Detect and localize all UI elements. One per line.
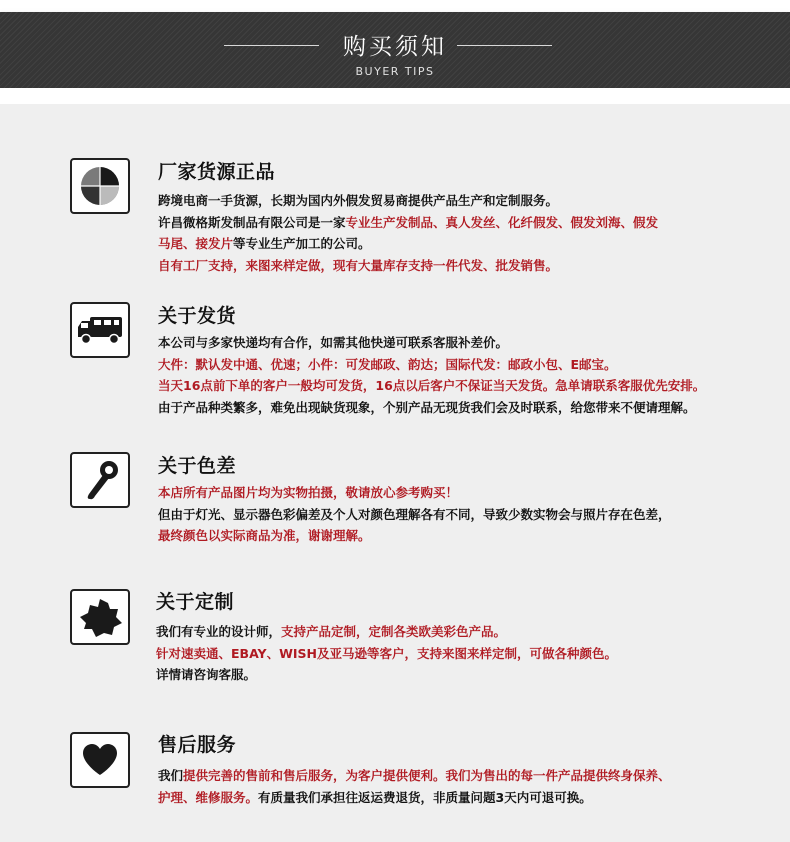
body-line	[158, 332, 705, 354]
body-line	[156, 621, 617, 643]
body-text: 跨境电商一手货源，长期为国内外假发贸易商提供产品生产和定制服务。	[158, 193, 559, 208]
top-strip	[0, 0, 790, 12]
body-line	[158, 765, 671, 787]
highlight-text: 本店所有产品图片均为实物拍摄，敬请放心参考购买！	[158, 485, 459, 500]
body-text: 有质量我们承担往返运费退货，非质量问题3天内可退可换。	[258, 789, 592, 805]
section-body	[158, 765, 671, 808]
body-line	[158, 482, 671, 504]
body-line	[158, 255, 658, 277]
body-line	[158, 525, 671, 547]
body-line	[156, 643, 617, 665]
map-region-icon	[70, 589, 130, 645]
body-text: 本公司与多家快递均有合作，如需其他快递可联系客服补差价。	[158, 335, 509, 350]
body-line	[158, 354, 705, 376]
highlight-text: 马尾、接发片	[158, 236, 234, 251]
body-line	[158, 233, 658, 255]
highlight-text: 当天16点前下单的客户一般均可发货，16点以后客户不保证当天发货。急单请联系客服优先安排。	[158, 378, 706, 393]
body-text: 等专业生产加工的公司。	[233, 236, 371, 251]
body-line	[158, 375, 705, 397]
banner-title: 购买须知	[343, 34, 447, 60]
highlight-text: 针对速卖通、EBAY、WISH及亚马逊等客户，支持来图来样定制，可做各种颜色。	[156, 645, 617, 661]
banner-subtitle: BUYER TIPS	[355, 65, 435, 78]
highlight-text: 提供完善的售前和售后服务，为客户提供便利。我们为售出的每一件产品提供终身保养、	[183, 768, 671, 783]
highlight-text: 大件：默认发中通、优速；小件：可发邮政、韵达；国际代发：邮政小包、E邮宝。	[158, 356, 617, 372]
section-body	[158, 482, 671, 547]
highlight-text: 护理、维修服务。	[158, 789, 259, 805]
body-line	[158, 787, 671, 809]
section-title: 售后服务	[158, 734, 237, 756]
highlight-text: 自有工厂支持，来图来样定做，现有大量库存支持一件代发、批发销售。	[158, 257, 559, 273]
highlight-text: 最终颜色以实际商品为准，谢谢理解。	[158, 528, 371, 543]
body-line	[156, 664, 617, 686]
body-line	[158, 190, 658, 212]
banner-gap	[0, 88, 790, 104]
body-text: 详情请咨询客服。	[156, 667, 257, 682]
section-body	[156, 621, 617, 686]
section-title: 关于发货	[158, 305, 237, 327]
body-text: 许昌微格斯发制品有限公司是一家	[158, 214, 346, 230]
delivery-truck-icon	[70, 302, 130, 358]
body-text: 由于产品种类繁多，难免出现缺货现象，个别产品无现货我们会及时联系，给您带来不便请理解。	[158, 399, 696, 415]
section-title: 厂家货源正品	[158, 161, 276, 183]
highlight-text: 支持产品定制，定制各类欧美彩色产品。	[281, 624, 507, 639]
body-line	[158, 504, 671, 526]
section-body	[158, 190, 658, 276]
body-text: 但由于灯光、显示器色彩偏差及个人对颜色理解各有不同，导致少数实物会与照片存在色差，	[158, 506, 671, 522]
highlight-text: 专业生产发制品、真人发丝、化纤假发、假发刘海、假发	[345, 214, 659, 230]
body-text: 我们	[158, 768, 184, 783]
pie-chart-icon	[70, 158, 130, 214]
color-picker-icon	[70, 452, 130, 508]
body-line	[158, 397, 705, 419]
section-body	[158, 332, 705, 418]
section-title: 关于色差	[158, 455, 237, 477]
body-line	[158, 212, 658, 234]
section-title: 关于定制	[156, 591, 235, 613]
buyer-tips-banner	[0, 12, 790, 88]
body-text: 我们有专业的设计师，	[156, 624, 282, 639]
banner-divider-right	[457, 45, 552, 46]
heart-icon	[70, 732, 130, 788]
